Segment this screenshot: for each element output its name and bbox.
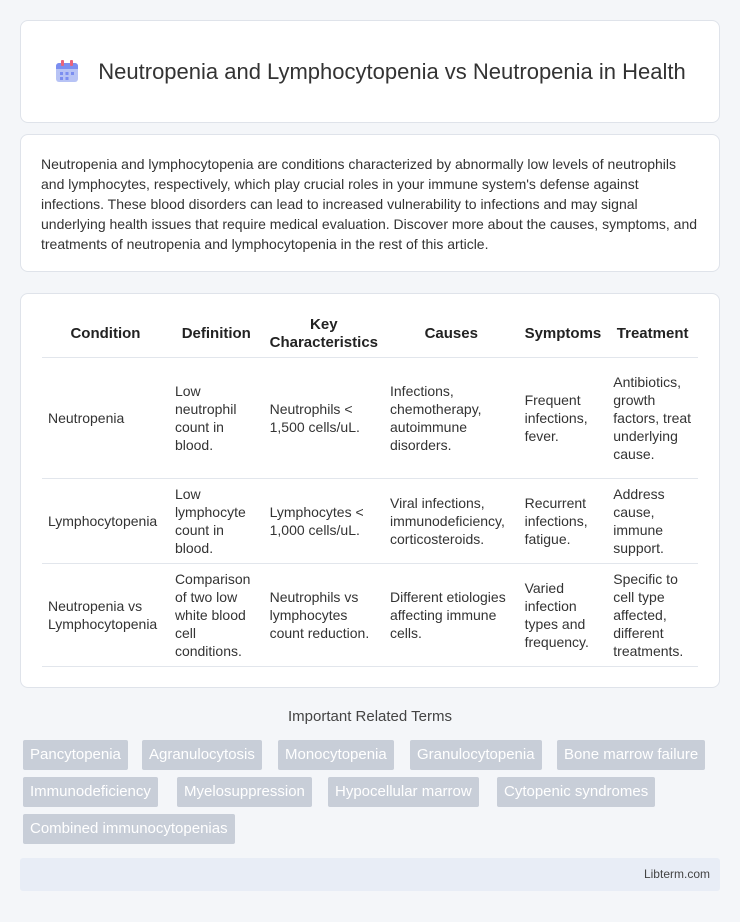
related-terms-title: Important Related Terms <box>288 708 452 725</box>
cell-key-characteristics: Neutrophils < 1,500 cells/uL. <box>264 357 384 478</box>
footer <box>20 858 720 891</box>
tag-combined-immunocytopenias[interactable]: Combined immunocytopenias <box>23 814 235 844</box>
cell-definition: Comparison of two low white blood cell conditions. <box>169 563 264 666</box>
tag-hypocellular-marrow[interactable]: Hypocellular marrow <box>328 777 479 807</box>
calendar-icon <box>54 58 80 84</box>
header-definition: Definition <box>169 312 264 357</box>
comparison-table <box>42 312 698 667</box>
cell-treatment: Specific to cell type affected, different treatments. <box>607 563 698 666</box>
tag-bone-marrow-failure[interactable]: Bone marrow failure <box>557 740 705 770</box>
cell-symptoms: Varied infection types and frequency. <box>519 563 608 666</box>
cell-definition: Low neutrophil count in blood. <box>169 357 264 478</box>
cell-key-characteristics: Neutrophils vs lymphocytes count reduction. <box>264 563 384 666</box>
header-symptoms: Symptoms <box>519 312 608 357</box>
title-card <box>20 20 720 123</box>
cell-treatment: Antibiotics, growth factors, treat underlying cause. <box>607 357 698 478</box>
tag-pancytopenia[interactable]: Pancytopenia <box>23 740 128 770</box>
intro-text: Neutropenia and lymphocytopenia are conditions characterized by abnormally low levels of neutrophils and lymphocytes, respectively, which play crucial roles in your immune system's defense against infections. These blood disorders can lead to increased vulnerability to infections and may signal underlying health issues that require medical evaluation. Discover more about the causes, symptoms, and treatments of neutropenia and lymphocytopenia in the rest of this article. <box>41 156 698 252</box>
cell-causes: Viral infections, immunodeficiency, corticosteroids. <box>384 478 519 563</box>
cell-condition: Neutropenia vs Lymphocytopenia <box>42 563 169 666</box>
tag-cytopenic-syndromes[interactable]: Cytopenic syndromes <box>497 777 655 807</box>
cell-definition: Low lymphocyte count in blood. <box>169 478 264 563</box>
cell-treatment: Address cause, immune support. <box>607 478 698 563</box>
cell-causes: Different etiologies affecting immune cells. <box>384 563 519 666</box>
table-row <box>42 478 698 563</box>
tag-agranulocytosis[interactable]: Agranulocytosis <box>142 740 262 770</box>
cell-symptoms: Frequent infections, fever. <box>519 357 608 478</box>
cell-symptoms: Recurrent infections, fatigue. <box>519 478 608 563</box>
header-key-characteristics: Key Characteristics <box>264 312 384 357</box>
table-card <box>20 293 720 688</box>
tag-monocytopenia[interactable]: Monocytopenia <box>278 740 394 770</box>
table-row <box>42 563 698 666</box>
cell-key-characteristics: Lymphocytes < 1,000 cells/uL. <box>264 478 384 563</box>
tag-myelosuppression[interactable]: Myelosuppression <box>177 777 312 807</box>
page-title: Neutropenia and Lymphocytopenia vs Neutropenia in Health <box>98 59 686 84</box>
tag-granulocytopenia[interactable]: Granulocytopenia <box>410 740 542 770</box>
header-condition: Condition <box>42 312 169 357</box>
table-header-row <box>42 312 698 357</box>
cell-causes: Infections, chemotherapy, autoimmune disorders. <box>384 357 519 478</box>
cell-condition: Lymphocytopenia <box>42 478 169 563</box>
cell-condition: Neutropenia <box>42 357 169 478</box>
page-title-wrap <box>54 57 685 86</box>
header-causes: Causes <box>384 312 519 357</box>
intro-card <box>20 134 720 272</box>
footer-site-link[interactable]: Libterm.com <box>643 867 710 881</box>
tag-immunodeficiency[interactable]: Immunodeficiency <box>23 777 158 807</box>
table-row <box>42 357 698 478</box>
header-treatment: Treatment <box>607 312 698 357</box>
